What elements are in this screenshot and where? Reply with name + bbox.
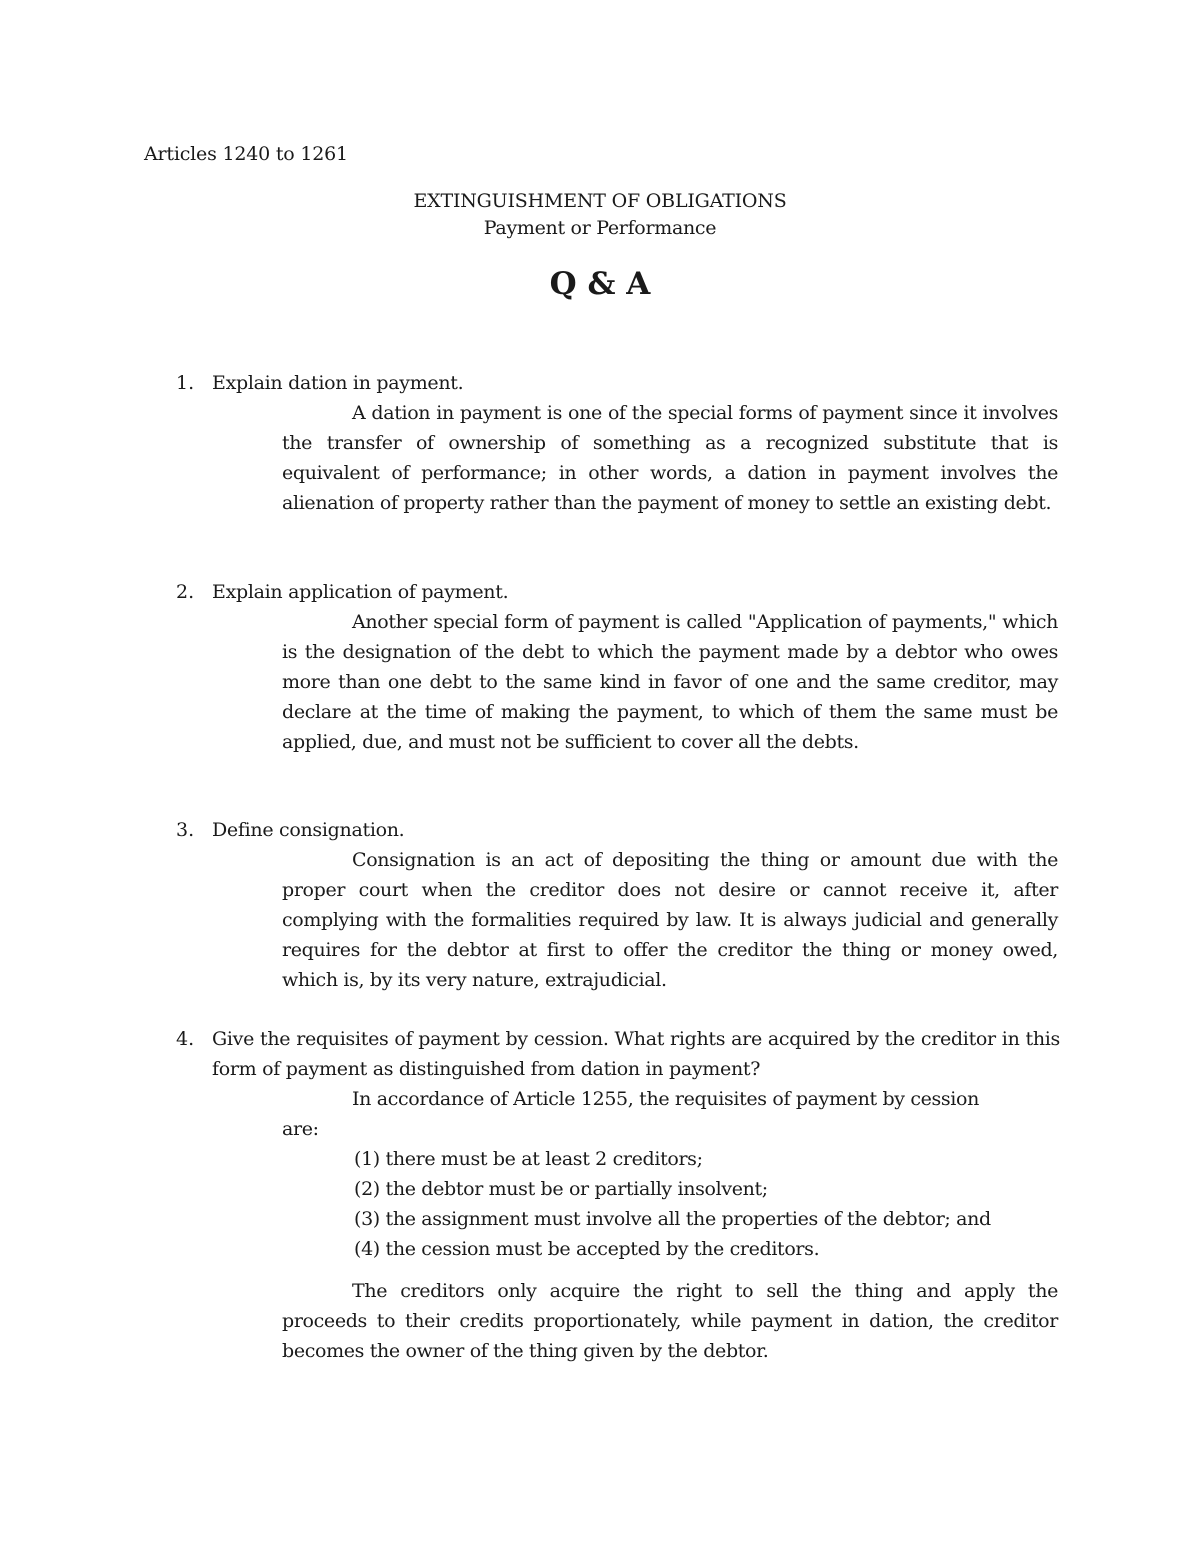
answer-text: A dation in payment is one of the special forms of payment since it involves the transfer of ownership of something as a recognized substitute that is equivalent of performance; in other words, a dation in payment involves the alienation of property rather than the payment of money to settle an existing debt. — [282, 402, 1058, 514]
articles-range: Articles 1240 to 1261 — [144, 143, 348, 165]
requisite-item: (2) the debtor must be or partially insolvent; — [354, 1178, 768, 1200]
answer-conclusion: The creditors only acquire the right to sell the thing and apply the proceeds to their credits proportionately, while payment in dation, the creditor becomes the owner of the thing given by the debtor. — [282, 1280, 1058, 1362]
item-number: 4. — [176, 1028, 195, 1050]
item-number: 1. — [176, 372, 195, 394]
item-number: 2. — [176, 581, 195, 603]
answer-text: Another special form of payment is called "Application of payments," which is the designation of the debt to which the payment made by a debtor who owes more than one debt to the same kind in favor of one and the same creditor, may declare at the time of making the payment, to which of them the same must be applied, due, and must not be sufficient to cover all the debts. — [282, 611, 1058, 753]
requisite-item: (3) the assignment must involve all the properties of the debtor; and — [354, 1208, 991, 1230]
item-number: 3. — [176, 819, 195, 841]
document-subtitle: Payment or Performance — [483, 217, 717, 239]
qa-item-4 — [160, 1024, 1060, 1384]
answer-text: Consignation is an act of depositing the thing or amount due with the proper court when the creditor does not desire or cannot receive it, after complying with the formalities required by law. It is always judicial and generally requires for the debtor at first to offer the creditor the thing or money owed, which is, by its very nature, extrajudicial. — [282, 849, 1058, 991]
question-text: Define consignation. — [212, 819, 405, 841]
question-text: Explain application of payment. — [212, 581, 509, 603]
answer-intro-line1: In accordance of Article 1255, the requisites of payment by cession — [352, 1088, 980, 1110]
question-text: Give the requisites of payment by cession. What rights are acquired by the creditor in this form of payment as distinguished from dation in payment? — [212, 1028, 1060, 1080]
question-text: Explain dation in payment. — [212, 372, 464, 394]
requisite-item: (1) there must be at least 2 creditors; — [354, 1148, 703, 1170]
document-title: EXTINGUISHMENT OF OBLIGATIONS — [413, 190, 787, 212]
qa-heading: Q & A — [549, 266, 651, 302]
answer-intro-line2: are: — [282, 1118, 319, 1140]
requisite-item: (4) the cession must be accepted by the creditors. — [354, 1238, 820, 1260]
